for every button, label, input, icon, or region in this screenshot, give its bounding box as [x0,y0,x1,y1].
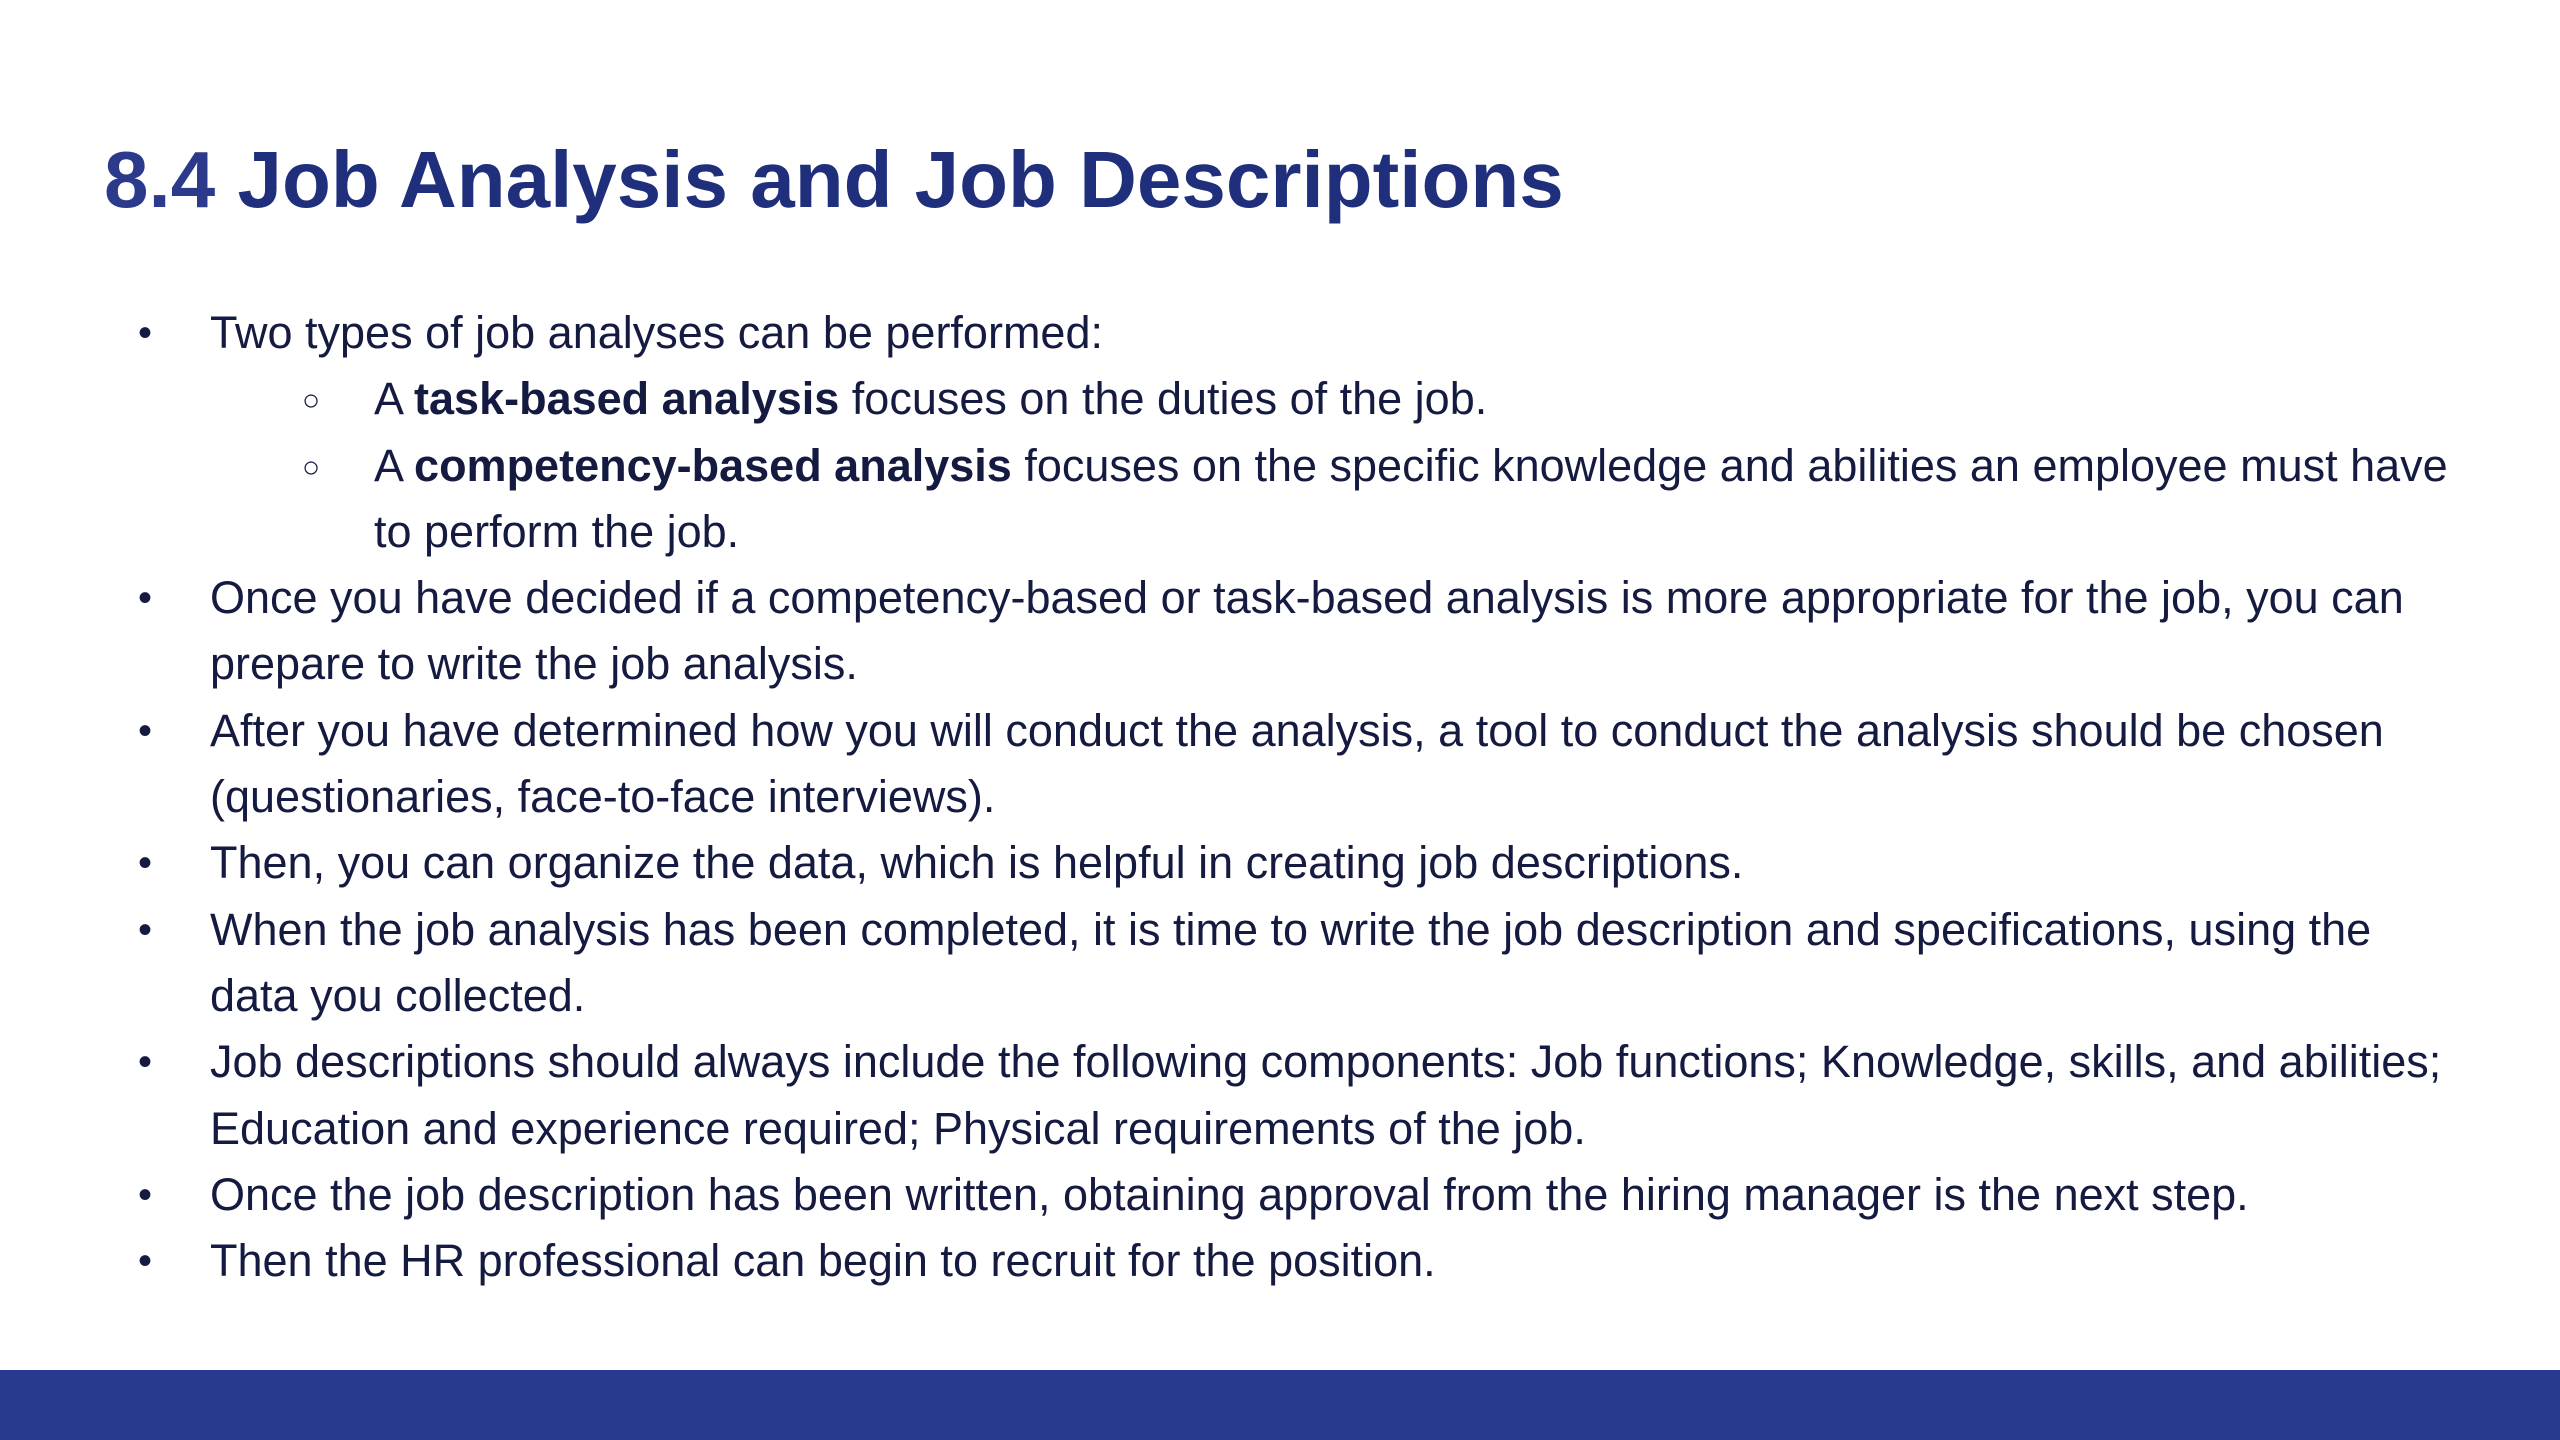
sub-bullet-suffix: focuses on the specific knowledge and abilities an employee must have to perform the job. [374,439,2448,557]
bullet-marker: • [138,1040,153,1085]
slide-title-text: Job Analysis and Job Descriptions [237,135,1564,224]
bullet-text: After you have determined how you will conduct the analysis, a tool to conduct the analysis should be chosen (questionaries, face-to-face interviews). [210,704,2384,823]
bullet-item [0,830,2560,896]
bullet-marker: • [138,841,153,886]
bullet-marker: • [138,1172,153,1217]
sub-bullet-item [0,366,2560,432]
slide-title-number: 8.4 [104,135,216,224]
bullet-text: Once you have decided if a competency-based or task-based analysis is more appropriate for the job, you can prepare to write the job analysis. [210,572,2404,690]
sub-bullet-marker: ○ [302,450,321,484]
sub-bullet-prefix: A [374,439,415,491]
bullet-marker: • [138,311,153,355]
sub-bullet-marker: ○ [302,384,321,418]
bullet-marker: • [138,708,153,753]
bullet-text: Once the job description has been written, obtaining approval from the hiring manager is the next step. [210,1168,2249,1220]
bullet-marker: • [138,907,153,952]
bullet-item [0,897,2560,1030]
sub-bullet-item [0,433,2560,566]
sub-bullet-prefix: A [374,373,415,425]
bullet-item [0,1029,2560,1162]
sub-bullet-suffix: focuses on the duties of the job. [839,373,1488,425]
bullet-item [0,698,2560,831]
bullet-text: Then the HR professional can begin to recruit for the position. [210,1235,1436,1287]
bullet-item [0,1228,2560,1294]
bullet-marker: • [138,1239,153,1284]
sub-bullet-term: competency-based analysis [414,439,1012,491]
bullet-text: Two types of job analyses can be performed: [210,307,1103,358]
bullet-text: Job descriptions should always include the following components: Job functions; Knowledge, skills, and abilities; Education and experience required; Physical requirements of the job. [210,1036,2442,1154]
bullet-item [0,565,2560,698]
bullet-item [0,300,2560,366]
bullet-text: When the job analysis has been completed, it is time to write the job description and specifications, using the data you collected. [210,903,2372,1021]
slide-title [104,130,1564,230]
bullet-marker: • [138,576,153,621]
footer-bar [0,1370,2560,1440]
bullet-text: Then, you can organize the data, which is helpful in creating job descriptions. [210,837,1744,889]
bullet-item [0,1162,2560,1228]
bullet-list [0,300,2560,1294]
sub-bullet-term: task-based analysis [414,373,840,425]
